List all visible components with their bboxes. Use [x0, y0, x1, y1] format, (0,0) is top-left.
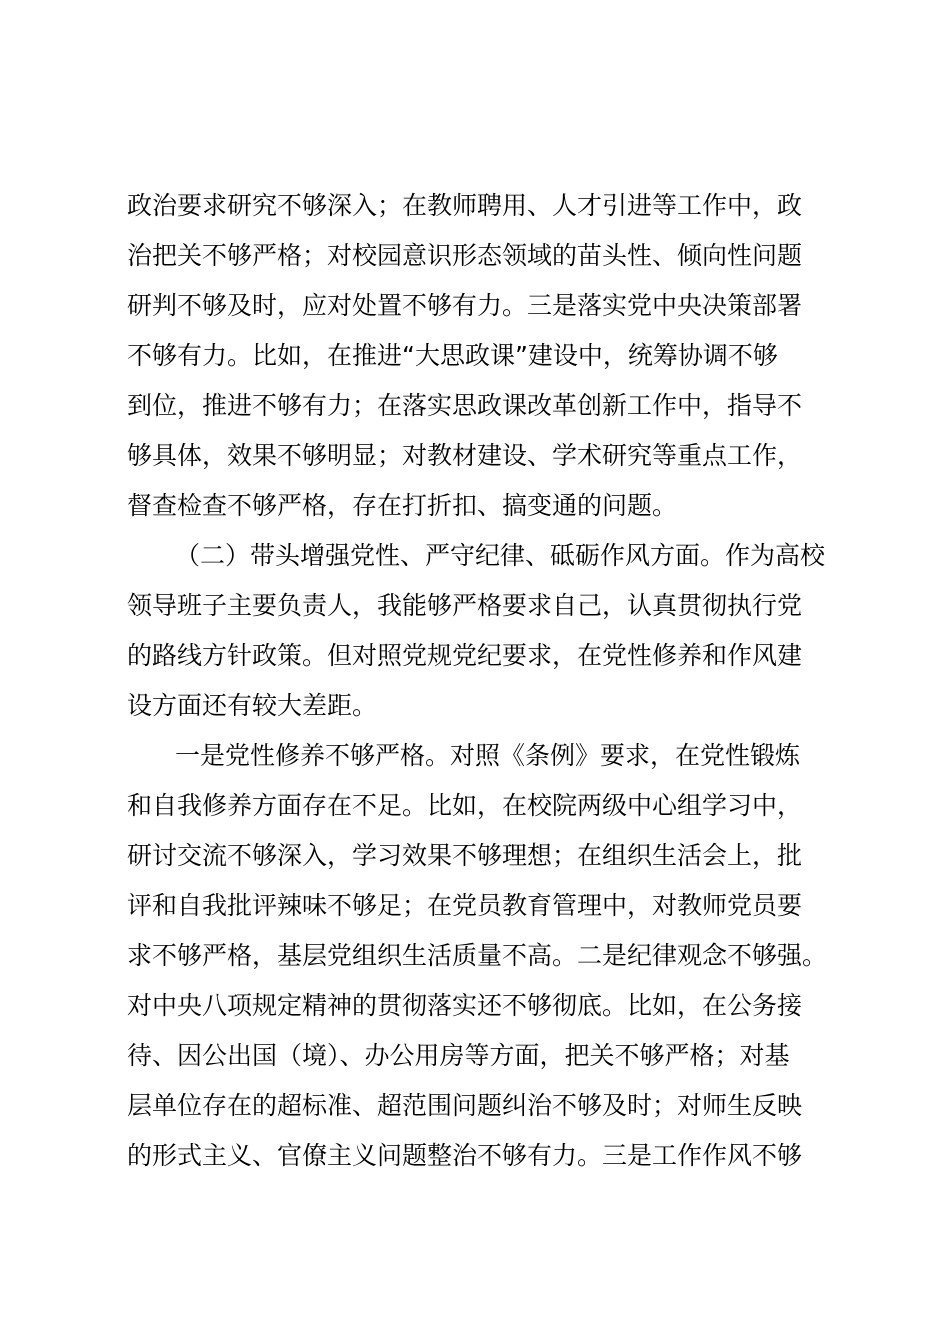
paragraph-start-line: 一是党性修养不够严格。对照《条例》要求，在党性锻炼 — [175, 741, 801, 770]
text-line: 设方面还有较大差距。 — [127, 691, 378, 720]
section-heading-line: （二）带头增强党性、严守纪律、砥砺作风方面。作为高校 — [175, 541, 826, 570]
text-line: 研判不够及时，应对处置不够有力。三是落实党中央决策部署 — [127, 291, 803, 320]
text-line: 不够有力。比如，在推进“大思政课”建设中，统筹协调不够 — [127, 341, 778, 370]
text-line: 层单位存在的超标准、超范围问题纠治不够及时；对师生反映 — [127, 1091, 803, 1120]
text-line: 督查检查不够严格，存在打折扣、搞变通的问题。 — [127, 491, 678, 520]
text-line: 到位，推进不够有力；在落实思政课改革创新工作中，指导不 — [127, 391, 803, 420]
text-line: 研讨交流不够深入，学习效果不够理想；在组织生活会上，批 — [127, 841, 803, 870]
text-line: 政治要求研究不够深入；在教师聘用、人才引进等工作中，政 — [127, 191, 803, 220]
text-line: 求不够严格，基层党组织生活质量不高。二是纪律观念不够强。 — [127, 941, 828, 970]
text-line: 够具体，效果不够明显；对教材建设、学术研究等重点工作， — [127, 441, 803, 470]
text-line: 领导班子主要负责人，我能够严格要求自己，认真贯彻执行党 — [127, 591, 803, 620]
text-line: 和自我修养方面存在不足。比如，在校院两级中心组学习中， — [127, 791, 803, 820]
text-line: 待、因公出国（境）、办公用房等方面，把关不够严格；对基 — [127, 1041, 790, 1070]
text-line: 治把关不够严格；对校园意识形态领域的苗头性、倾向性问题 — [127, 241, 803, 270]
text-line: 评和自我批评辣味不够足；在党员教育管理中，对教师党员要 — [127, 891, 803, 920]
text-line: 对中央八项规定精神的贯彻落实还不够彻底。比如，在公务接 — [127, 991, 803, 1020]
body-text — [127, 181, 847, 1181]
text-line: 的路线方针政策。但对照党规党纪要求，在党性修养和作风建 — [127, 641, 803, 670]
text-line: 的形式主义、官僚主义问题整治不够有力。三是工作作风不够 — [127, 1141, 803, 1170]
